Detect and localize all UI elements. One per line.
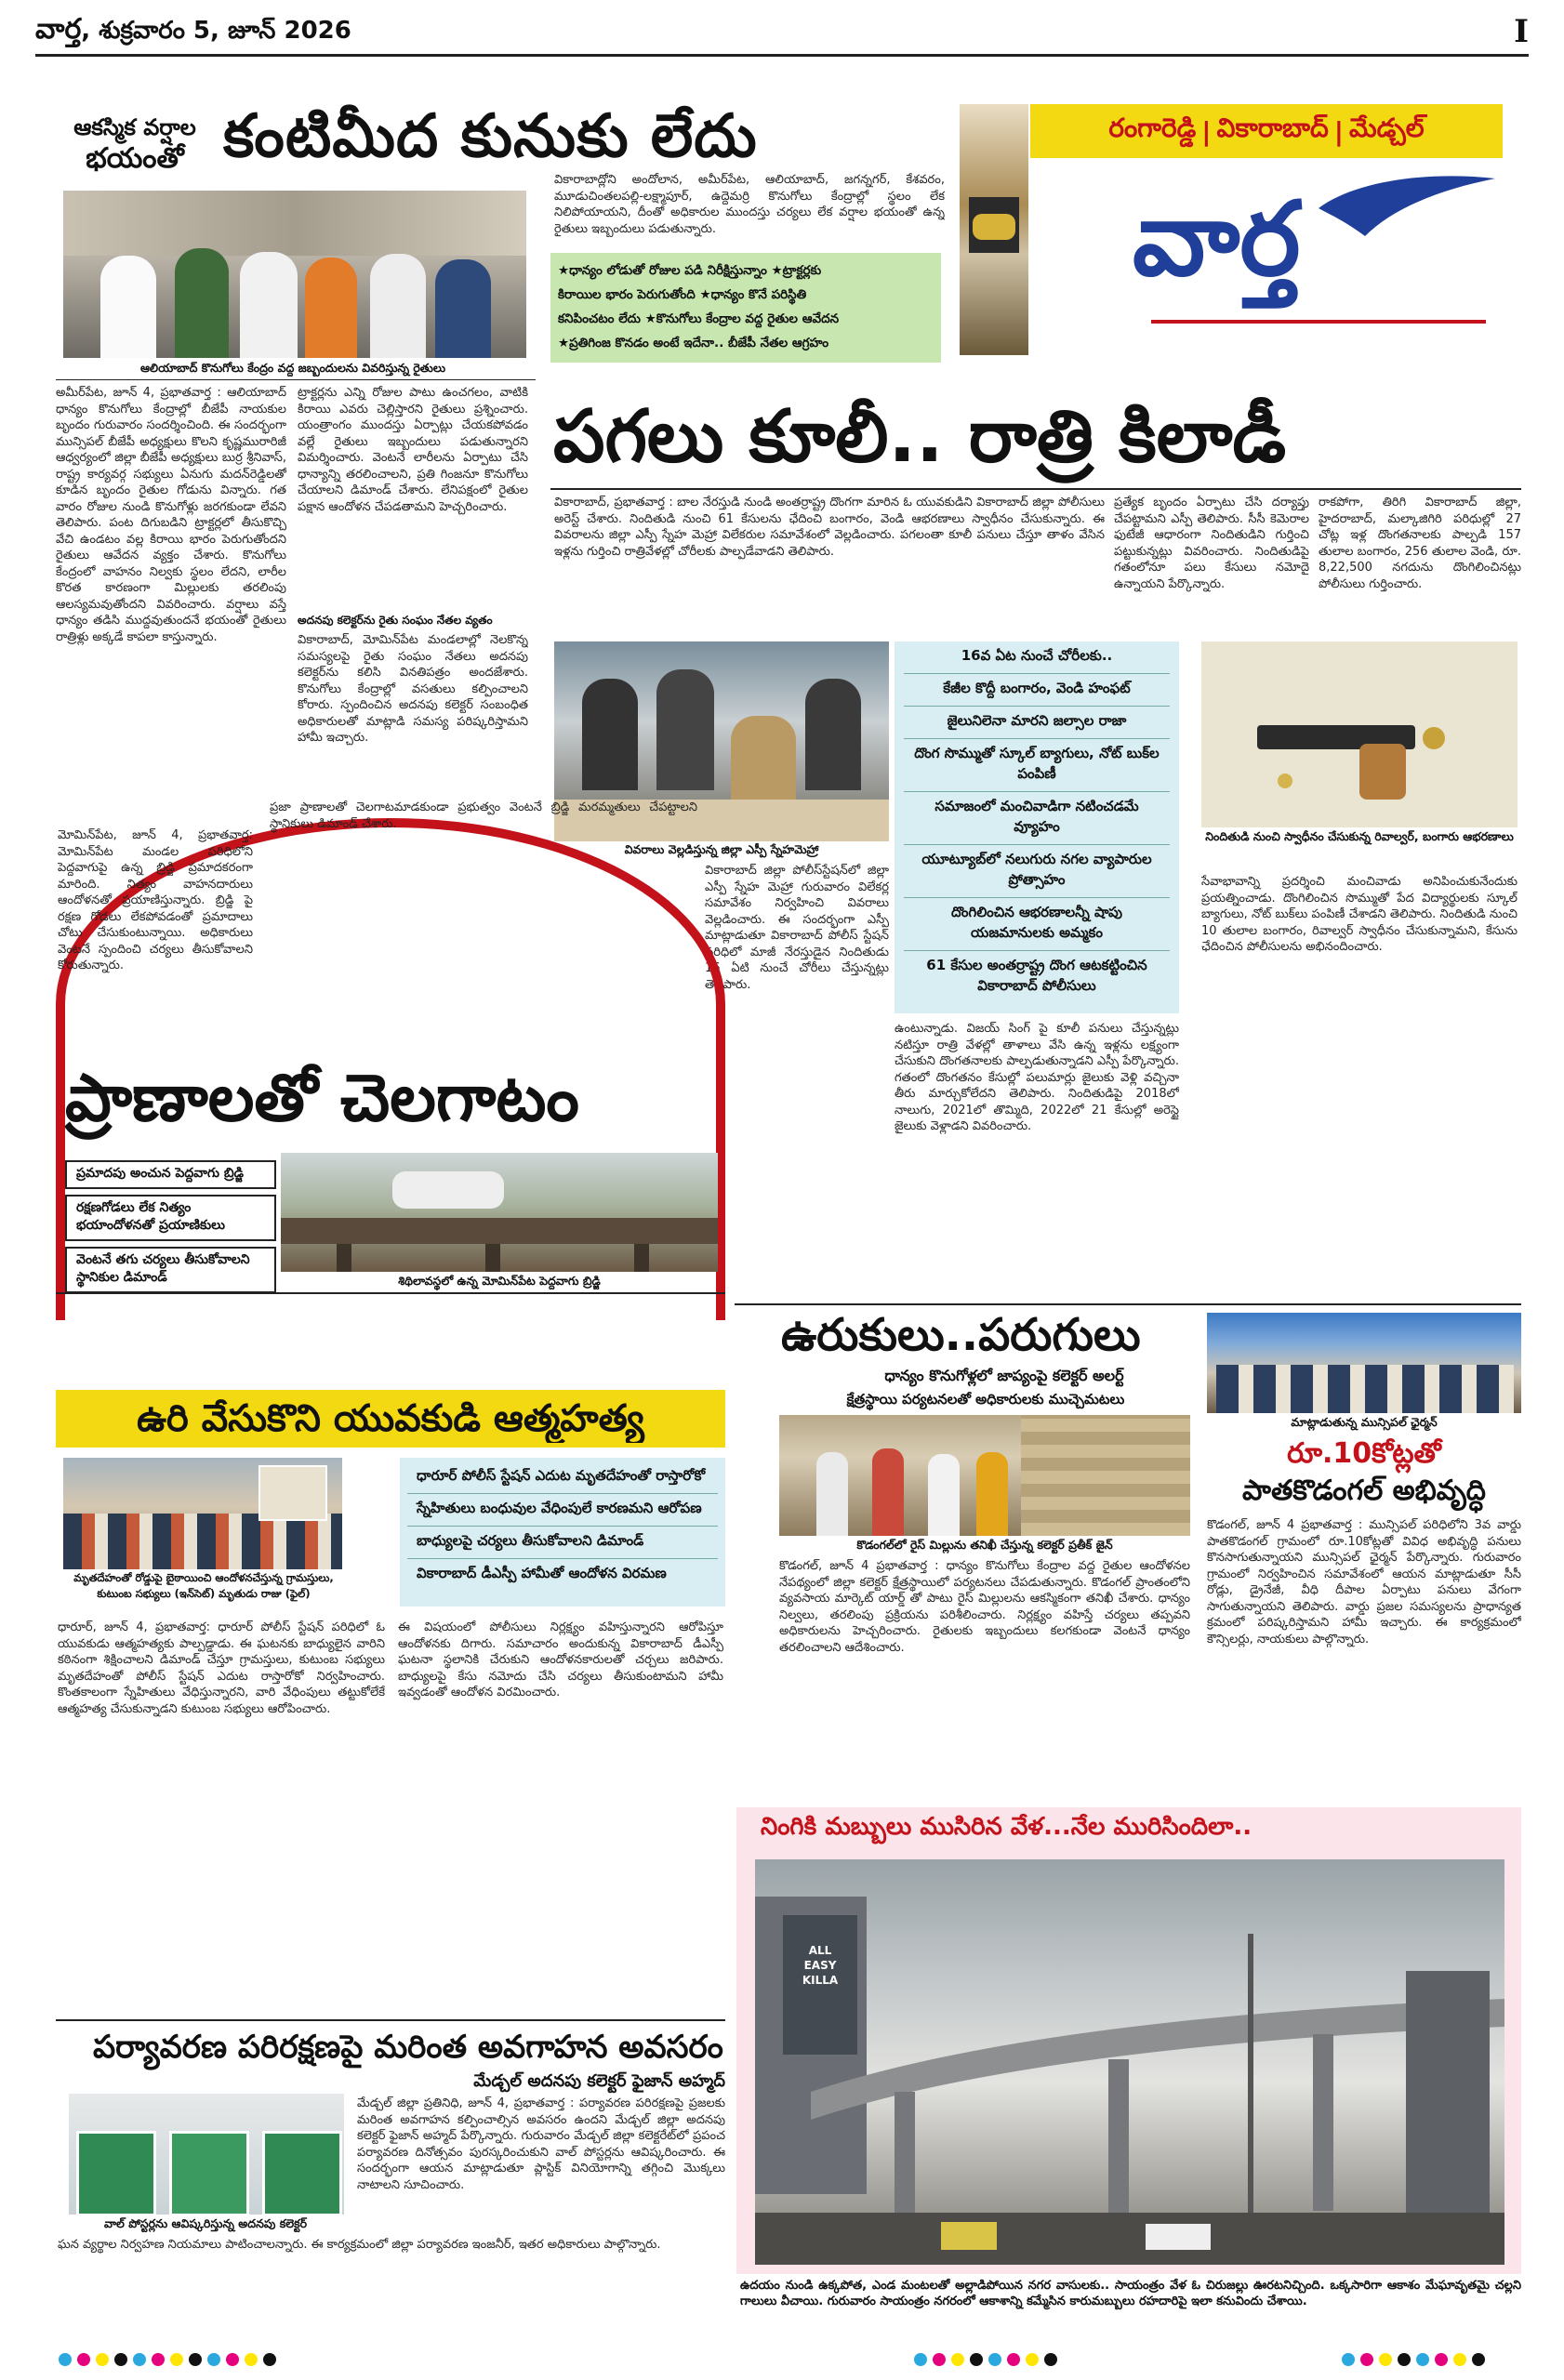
suicide-photo <box>63 1458 342 1569</box>
dateline: , శుక్రవారం 5, జూన్ 2026 <box>81 17 351 45</box>
lead-headline: కంటిమీద కునుకు లేదు <box>223 102 758 171</box>
lead-body-col2: ట్రాక్టర్లను ఎన్ని రోజుల పాటు ఉంచగలం, వాటికి కిరాయి ఎవరు చెల్లిస్తారని రైతులు ప్రశ్నించారు. యంత్రాంగం ముందస్తు ఏర్పాట్లు చేయకపోవడం వల్లే రైతులు ఇబ్బందులు పడుతున్నారని విమర్శించారు. వెంటనే లారీలను ఏర్పాటు చేసి ధాన్యాన్ని తరలించాలని, ప్రతి గింజనూ కొనుగోలు చేయాలని డిమాండ్ చేశారు. లేనిపక్షంలో రైతుల పక్షాన ఆందోళన చేపడతామని హెచ్చరించారు. <box>298 386 528 514</box>
thief-rule <box>550 488 1521 490</box>
billboard-text: ALL EASY KILLA <box>802 1944 839 1987</box>
facts-title: 16వ ఏట నుంచే చోరీలకు.. <box>904 647 1170 674</box>
lead-bullet: ★ధాన్యం లోడుతో రోజుల పడి నిరీక్షిస్తున్నాం ★ట్రాక్టర్లకు <box>558 263 822 278</box>
thief-body-col6: సేవాభావాన్ని ప్రదర్శించి మంచివాడు అనిపించుకునేందుకు ప్రయత్నించాడు. దొంగిలించిన సొమ్ముతో పేద విద్యార్థులకు స్కూల్ బ్యాగులు, నోట్ బుక్‌లు పంపిణీ చేశాడని తెలిపారు. నిందితుడి నుంచి 10 తులాల బంగారం, రివాల్వర్ స్వాధీనం చేసుకున్నామని, కేసును ఛేదించిన పోలీసులను అభినందించారు. <box>1201 875 1518 954</box>
thief-body-col5: ఉంటున్నాడు. విజయ్ సింగ్ పై కూలీ పనులు చేస్తున్నట్లు నటిస్తూ రాత్రి వేళల్లో తాళాలు వేసి ఉన్న ఇళ్లను లక్ష్యంగా చేసుకుని దొంగతనాలకు పాల్పడుతున్నాడని ఎస్పీ పేర్కొన్నారు. గతంలో దొంగతనం కేసుల్లో పలుమార్లు జైలుకు వెళ్లి వచ్చినా తీరు మార్చుకోలేదని తెలిపారు. నిందితుడిపై 2018లో నాలుగు, 2021లో తొమ్మిది, 2022లో 21 కేసుల్లో అరెస్టై జైలుకు వెళ్లాడని వివరించారు. <box>895 1022 1179 1133</box>
bridge-deck: రక్షణగోడలు లేక నిత్యం భయాందోళనతో ప్రయాణికులు <box>65 1195 276 1241</box>
district-tab-rangareddy: రంగారెడ్డి <box>1108 112 1197 143</box>
thief-facts-box <box>895 641 1179 1013</box>
env-body-col2: ఘన వ్యర్థాల నిర్వహణ నియమాలు పాటించాలన్నారు. ఈ కార్యక్రమంలో జిల్లా పర్యావరణ ఇంజనీర్, ఇతర అధికారులు పాల్గొన్నారు. <box>58 2238 661 2252</box>
page-number: I <box>1514 13 1529 50</box>
inspect-photo <box>779 1415 1190 1536</box>
fact-item: 61 కేసుల అంతర్రాష్ట్ర దొంగ ఆటకట్టించిన వికారాబాద్ పోలీసులు <box>926 957 1147 994</box>
clouds-headline: నింగికి మబ్బులు ముసిరిన వేళ...నేల మురిసిందిలా.. <box>761 1813 1253 1841</box>
lead-subhead: అదనపు కలెక్టర్‌ను రైతు సంఘం నేతల వ్యతం <box>298 614 493 627</box>
fact-item: దొంగిలించిన ఆభరణాలన్నీ షాపు యజమానులకు అమ్మకం <box>904 898 1170 951</box>
inspect-top-rule <box>735 1303 1521 1305</box>
suicide-deck: ధారూర్ పోలీస్ స్టేషన్ ఎదుట మృతదేహంతో రాస్తారోకో <box>407 1461 718 1494</box>
bridge-body-col2: ప్రజా ప్రాణాలతో చెలగాటమాడకుండా ప్రభుత్వం వెంటనే బ్రిడ్జి మరమ్మతులు చేపట్టాలని స్థానికులు డిమాండ్ చేశారు. <box>270 800 697 831</box>
lead-intro: వికారాబాద్లోని అందోలాన, అమీర్‌పేట, ఆలియాబాద్, జగన్నగర్, కేశవరం, మూడుచింతలపల్లి-లక్ష్మాపూర్, ఉద్దెమర్రి కొనుగోలు కేంద్రాల్లో స్థలం లేక నిలిపోయాయని, దీంతో అధికారుల ముందస్తు చర్యలు లేక వర్షాల భయంతో ఉన్న రైతులు ఇబ్బందులు పడుతున్నారు. <box>554 173 945 236</box>
masthead-logo: వార్త <box>1133 179 1301 298</box>
env-sub: మేడ్చల్ అదనపు కలెక్టర్ ఫైజాన్ అహ్మద్ <box>473 2071 725 2091</box>
clouds-caption: ఉదయం నుండి ఉక్కపోత, ఎండ మంటలతో అల్లాడిపోయిన నగర వాసులకు.. సాయంత్రం వేళ ఓ చిరుజల్లు ఊరటనిచ్చింది. ఒక్కసారిగా ఆకాశం మేఘావృతమై చల్లని గాలులు వీచాయి. గురువారం సాయంత్రం నగరంలో ఆకాశాన్ని కమ్మేసిన కారుమబ్బులు రహదారిపై ఇలా కనువిందు చేశాయి. <box>740 2279 1521 2308</box>
thief-body-col1: వికారాబాద్, ప్రభాతవార్త : బాల నేరస్తుడి నుండి అంతర్రాష్ట్ర దొంగగా మారిన ఓ యువకుడిని వికారాబాద్ జిల్లా పోలీసులు అరెస్ట్ చేశారు. నిందితుడి నుంచి 61 కేసులను ఛేదించి బంగారం, వెండి ఆభరణాలు స్వాధీనం చేసుకున్నారు. ఈ వివరాలను జిల్లా ఎస్పీ స్నేహ మెహ్రా విలేకరుల సమావేశంలో వెల్లడించారు. పగలంతా కూలీ పనులు చేస్తూ తాళం వేసిన ఇళ్లను గుర్తించి రాత్రివేళల్లో చోరీలకు పాల్పడేవాడని తెలిపారు. <box>554 496 1105 559</box>
suicide-body-col1: ధారూర్, జూన్ 4, ప్రభాతవార్త: ధారూర్ పోలీస్ స్టేషన్ పరిధిలో ఓ యువకుడు ఆత్మహత్యకు పాల్పడ్డాడు. ఈ ఘటనకు బాధ్యులైన వారిని కఠినంగా శిక్షించాలని డిమాండ్ చేస్తూ గ్రామస్తులు, కుటుంబ సభ్యులు మృతదేహంతో పోలీస్ స్టేషన్ ఎదుట రాస్తారోకో నిర్వహించారు. కొంతకాలంగా స్నేహితులు వేధిస్తున్నారని, వారి వేధింపులు తట్టుకోలేకే ఆత్మహత్య చేసుకున్నాడని కుటుంబ సభ్యులు ఆరోపించారు. <box>58 1620 385 1716</box>
lead-bullet: ★ప్రతిగింజ కొనడం అంటే ఇదేనా.. బీజేపీ నేతల ఆగ్రహం <box>558 336 829 350</box>
fact-item: యూట్యూబ్‌లో నలుగురు నగల వ్యాపారుల ప్రోత్సాహం <box>904 845 1170 898</box>
thief-body-col4: వికారాబాద్ జిల్లా పోలీస్‌స్టేషన్‌లో జిల్లా ఎస్పీ స్నేహ మెహ్రా గురువారం విలేకర్ల సమావేశం నిర్వహించి వివరాలు వెల్లడించారు. ఈ సందర్భంగా ఎస్పీ మాట్లాడుతూ వికారాబాద్ పోలీస్ స్టేషన్ పరిధిలో మాజీ నేరస్తుడైన నిందితుడు 16 ఏటి నుంచే చోరీలు చేస్తున్నట్లు తెలిపారు. <box>705 864 889 992</box>
registration-dots-left <box>56 2352 279 2370</box>
thief-headline: పగలు కూలీ.. రాత్రి కిలాడీ <box>553 395 1287 479</box>
inspect-photo-caption: కొడంగల్‌లో రైస్ మిల్లును తనిఖీ చేస్తున్న కలెక్టర్ ప్రతీక్ జైన్ <box>856 1538 1113 1552</box>
lead-kicker <box>56 112 214 175</box>
lead-bullets-box <box>550 253 941 363</box>
suicide-photo-caption: మృతదేహంతో రోడ్డుపై బైఠాయించి ఆందోళనచేస్తున్న గ్రామస్తులు, కుటుంబ సభ్యులు (ఇన్‌సెట్) మృతుడు రాజు (ఫైల్) <box>73 1571 334 1600</box>
kodangal-headline-1: రూ.10కోట్లతో <box>1287 1437 1441 1470</box>
suicide-deck: బాధ్యులపై చర్యలు తీసుకోవాలని డిమాండ్ <box>407 1527 718 1559</box>
district-tab-medchal: మేడ్చల్ <box>1348 112 1425 143</box>
district-tabs: రంగారెడ్డి | వికారాబాద్ | మేడ్చల్ <box>1030 104 1503 158</box>
kodangal-headline-2: పాతకొడంగల్ అభివృద్ధి <box>1242 1474 1486 1507</box>
fact-item: దొంగ సొమ్ముతో స్కూల్ బ్యాగులు, నోట్ బుక్‌ల పంపిణీ <box>904 739 1170 792</box>
clouds-photo <box>755 1859 1504 2265</box>
inspect-headline: ఉరుకులు..పరుగులు <box>781 1309 1141 1361</box>
temple-photo <box>960 104 1028 355</box>
env-body-col1: మేడ్చల్ జిల్లా ప్రతినిధి, జూన్ 4, ప్రభాతవార్త : పర్యావరణ పరిరక్షణపై ప్రజలకు మరింత అవగాహన కల్పించాల్సిన అవసరం ఉందని మేడ్చల్ జిల్లా అదనపు కలెక్టర్ ఫైజాన్ అహ్మద్ పేర్కొన్నారు. గురువారం మేడ్చల్ జిల్లా కలెక్టరేట్‌లో ప్రపంచ పర్యావరణ దినోత్సవం పురస్కరించుకుని వాల్ పోస్టర్లను ఆవిష్కరించారు. ఈ సందర్భంగా ఆయన మాట్లాడుతూ ప్లాస్టిక్ వినియోగాన్ని తగ్గించి మొక్కలు నాటాలని సూచించారు. <box>357 2096 725 2192</box>
lead-rule <box>56 379 536 380</box>
fact-item: కేజీల కొద్దీ బంగారం, వెండి హంఫట్ <box>904 674 1170 707</box>
kodangal-photo <box>1207 1313 1521 1413</box>
paper-name: వార్త <box>35 13 82 46</box>
inspect-sub: క్షేత్రస్థాయి పర్యటనలతో అధికారులకు ముచ్చెమటలు <box>846 1391 1125 1408</box>
gun-photo <box>1201 641 1518 827</box>
revolver-icon <box>1248 707 1471 813</box>
suicide-body-col2: ఈ విషయంలో పోలీసులు నిర్లక్ష్యం వహిస్తున్నారని ఆరోపిస్తూ ఆందోళనకు దిగారు. సమాచారం అందుకున్న వికారాబాద్ డీఎస్పీ ఘటనా స్థలానికి చేరుకుని ఆందోళనకారులతో చర్చలు జరిపారు. బాధ్యులపై కేసు నమోదు చేసి చర్యలు తీసుకుంటామని హామీ ఇవ్వడంతో ఆందోళన విరమించారు. <box>398 1620 723 1699</box>
env-top-rule <box>56 2019 725 2021</box>
thief-body-col3: రాకపోగా, తిరిగి వికారాబాద్ జిల్లా, హైదరాబాద్, మల్కాజిగిరి పరిధుల్లో 27 చోట్ల ఇళ్ల దొంగతనాలకు పాల్పడి 157 తులాల బంగారం, 256 తులాల వెండి, రూ. 8,22,500 నగదును దొంగిలించినట్లు పోలీసులు గుర్తించారు. <box>1319 496 1521 591</box>
lead-kicker-line2: భయంతో <box>86 142 184 175</box>
bridge-photo-caption: శిథిలావస్థలో ఉన్న మోమిన్‌పేట పెద్దవాగు బ్రిడ్జి <box>398 1274 601 1288</box>
suicide-deck: వికారాబాద్ డీఎస్పీ హామీతో ఆందోళన విరమణ <box>417 1565 667 1581</box>
kodangal-body: కొడంగల్, జూన్ 4 ప్రభాతవార్త : మున్సిపల్ పరిధిలోని 3వ వార్డు పాతకొడంగల్ గ్రామంలో రూ.10కోట్లతో వివిధ అభివృద్ధి పనులు కొనసాగుతున్నాయని మున్సిపల్ ఛైర్మన్ పేర్కొన్నారు. గురువారం గ్రామంలో నిర్వహించిన సమావేశంలో ఆయన మాట్లాడుతూ సీసీ రోడ్లు, డ్రైనేజీ, వీధి దీపాల ఏర్పాటు పనులు వేగంగా సాగుతున్నాయని తెలిపారు. వార్డు ప్రజల సమస్యలను ప్రాధాన్యత క్రమంలో పరిష్కరిస్తామని హామీ ఇచ్చారు. ఈ కార్యక్రమంలో కౌన్సిలర్లు, నాయకులు పాల్గొన్నారు. <box>1207 1518 1521 1646</box>
suicide-headline: ఉరి వేసుకొని యువకుడి ఆత్మహత్య <box>137 1397 644 1440</box>
thief-body-col2: ప్రత్యేక బృందం ఏర్పాటు చేసి దర్యాప్తు చేపట్టామని ఎస్పీ తెలిపారు. సీసీ కెమెరాల ఫుటేజీ ఆధారంగా నిందితుడిని గుర్తించి పట్టుకున్నట్లు వివరించారు. నిందితుడిపై గతంలోనూ పలు కేసులు నమోదై ఉన్నాయని పేర్కొన్నారు. <box>1114 496 1309 591</box>
registration-dots-center <box>911 2352 1060 2370</box>
env-photo-caption: వాల్ పోస్టర్లను ఆవిష్కరిస్తున్న అదనపు కలెక్టర్ <box>103 2216 308 2230</box>
sp-press-caption: వివరాలు వెల్లడిస్తున్న జిల్లా ఎస్పీ స్నేహమెహ్రా <box>624 842 819 856</box>
masthead-banner <box>1030 104 1503 355</box>
gun-caption: నిందితుడి నుంచి స్వాధీనం చేసుకున్న రివాల్వర్, బంగారు ఆభరణాలు <box>1205 829 1514 843</box>
env-photo <box>69 2094 344 2215</box>
kodangal-photo-caption: మాట్లాడుతున్న మున్సిపల్ ఛైర్మన్ <box>1291 1415 1438 1429</box>
bridge-decks <box>65 1157 274 1296</box>
fact-item: జైలునిలెనా మారని జల్సాల రాజా <box>904 707 1170 739</box>
bridge-body-col1: మోమిన్‌పేట, జూన్ 4, ప్రభాతవార్త: మోమిన్‌పేట మండల పరిధిలోని పెద్దవాగుపై ఉన్న బ్రిడ్జి ప్రమాదకరంగా మారింది. నిత్యం వాహనదారులు ఆందోళనతో ప్రయాణిస్తున్నారు. బ్రిడ్జి పై రక్షణ గోడలు లేకపోవడంతో ప్రమాదాలు చోటు చేసుకుంటున్నాయి. అధికారులు వెంటనే స్పందించి చర్యలు తీసుకోవాలని కోరుతున్నారు. <box>58 828 253 972</box>
bridge-bottom-rule <box>56 1292 725 1294</box>
bridge-headline: ప్రాణాలతో చెలగాటం <box>65 1060 579 1136</box>
lead-bullet: కనిపించటం లేదు ★కొనుగోలు కేంద్రాల వద్ద రైతుల ఆవేదన <box>558 311 840 326</box>
bridge-deck: వెంటనే తగు చర్యలు తీసుకోవాలని స్థానికుల డిమాండ్ <box>65 1247 276 1293</box>
registration-dots-right <box>1339 2352 1488 2370</box>
lead-body-col1: అమీర్‌పేట, జూన్ 4, ప్రభాతవార్త : ఆలియాబాద్ ధాన్యం కొనుగోలు కేంద్రాల్లో బీజేపీ నాయకుల బృందం గురువారం సందర్శించింది. ఈ సందర్భంగా మున్సిపల్ బీజేపీ అధ్యక్షులు కొలని కృష్ణమురారిజీ ఆధ్వర్యంలో జిల్లా బీజేపీ అధ్యక్షులు బుర్ర శ్రీనివాస్, రాష్ట్ర కార్యవర్గ సభ్యులు ఏనుగు మదన్‌రెడ్డిలతో కూడిన బృందం రైతుల గోడును విన్నారు. గత వారం రోజుల నుండి కొనుగోళ్లు జరగకుండా లేవని తెలిపారు. పంట దిగుబడిని ట్రాక్టర్లలో తీసుకొచ్చి వేచి ఉండటం వల్ల కిరాయి భారం పెరుగుతోందని రైతులు ఆవేదన వ్యక్తం చేశారు. కొనుగోలు కేంద్రంలో వాహనం నిల్వకు స్థలం లేదని, లారీల కొరత కారణంగా మిల్లులకు తరలింపు ఆలస్యమవుతోందని వివరించారు. వర్షాలు వస్తే ధాన్యం తడిసి ముద్దవుతుందనే భయంతో రైతులు రాత్రిళ్లు అక్కడే కాపలా కాస్తున్నారు. <box>56 386 286 644</box>
lead-photo <box>63 191 526 358</box>
suicide-deck: స్నేహితులు బంధువుల వేధింపులే కారణమని ఆరోపణ <box>407 1494 718 1527</box>
lead-kicker-line1: ఆకస్మిక వర్షాల <box>73 114 196 140</box>
district-tab-vikarabad: వికారాబాద్ <box>1216 112 1329 143</box>
env-headline: పర్యావరణ పరిరక్షణపై మరింత అవగాహన అవసరం <box>93 2029 723 2066</box>
inspect-deck: ధాన్యం కొనుగోళ్లలో జాప్యంపై కలెక్టర్ అలర్ట్ <box>884 1367 1124 1384</box>
bridge-photo <box>281 1153 718 1272</box>
lead-body-col3: వికారాబాద్, మోమిన్‌పేట మండలాల్లో నెలకొన్న సమస్యలపై రైతు సంఘం నేతలు అదనపు కలెక్టర్‌ను కలిసి వినతిపత్రం అందజేశారు. కొనుగోలు కేంద్రాల్లో వసతులు కల్పించాలని కోరారు. స్పందించిన అదనపు కలెక్టర్ సంబంధిత అధికారులతో మాట్లాడి సమస్య పరిష్కరిస్తామని హామీ ఇచ్చారు. <box>298 633 528 745</box>
fact-item: సమాజంలో మంచివాడిగా నటించడమే వ్యూహం <box>904 792 1170 845</box>
header-rule <box>35 54 1529 57</box>
flyover-icon <box>755 1859 1504 2265</box>
suicide-decks <box>400 1458 725 1606</box>
lead-photo-caption: ఆలియాబాద్ కొనుగోలు కేంద్రం వద్ద జబ్బందులను వివరిస్తున్న రైతులు <box>139 361 446 375</box>
bridge-deck: ప్రమాదపు అంచున పెద్దవాగు బ్రిడ్జి <box>65 1160 276 1189</box>
lead-bullet: కిరాయిల భారం పెరుగుతోంది ★ధాన్యం కొనే పరిస్థితి <box>558 287 807 302</box>
inspect-body: కొడంగల్, జూన్ 4 ప్రభాతవార్త : ధాన్యం కొనుగోలు కేంద్రాల వద్ద రైతుల ఆందోళనల నేపథ్యంలో జిల్లా కలెక్టర్ క్షేత్రస్థాయిలో పర్యటనలు చేపడుతున్నారు. కొడంగల్ ప్రాంతంలోని వ్యవసాయ మార్కెట్ యార్డ్ తో పాటు రైస్ మిల్లులను ఆకస్మికంగా తనిఖీ చేశారు. ధాన్యం నిల్వలు, తరలింపు ప్రక్రియను పరిశీలించారు. నిర్లక్ష్యం వహిస్తే చర్యలు తప్పవని అధికారులను హెచ్చరించారు. రైతులకు ఇబ్బందులు కలగకుండా వెంటనే ధాన్యం తరలించాలని ఆదేశించారు. <box>779 1559 1190 1655</box>
page-header <box>35 13 1529 50</box>
